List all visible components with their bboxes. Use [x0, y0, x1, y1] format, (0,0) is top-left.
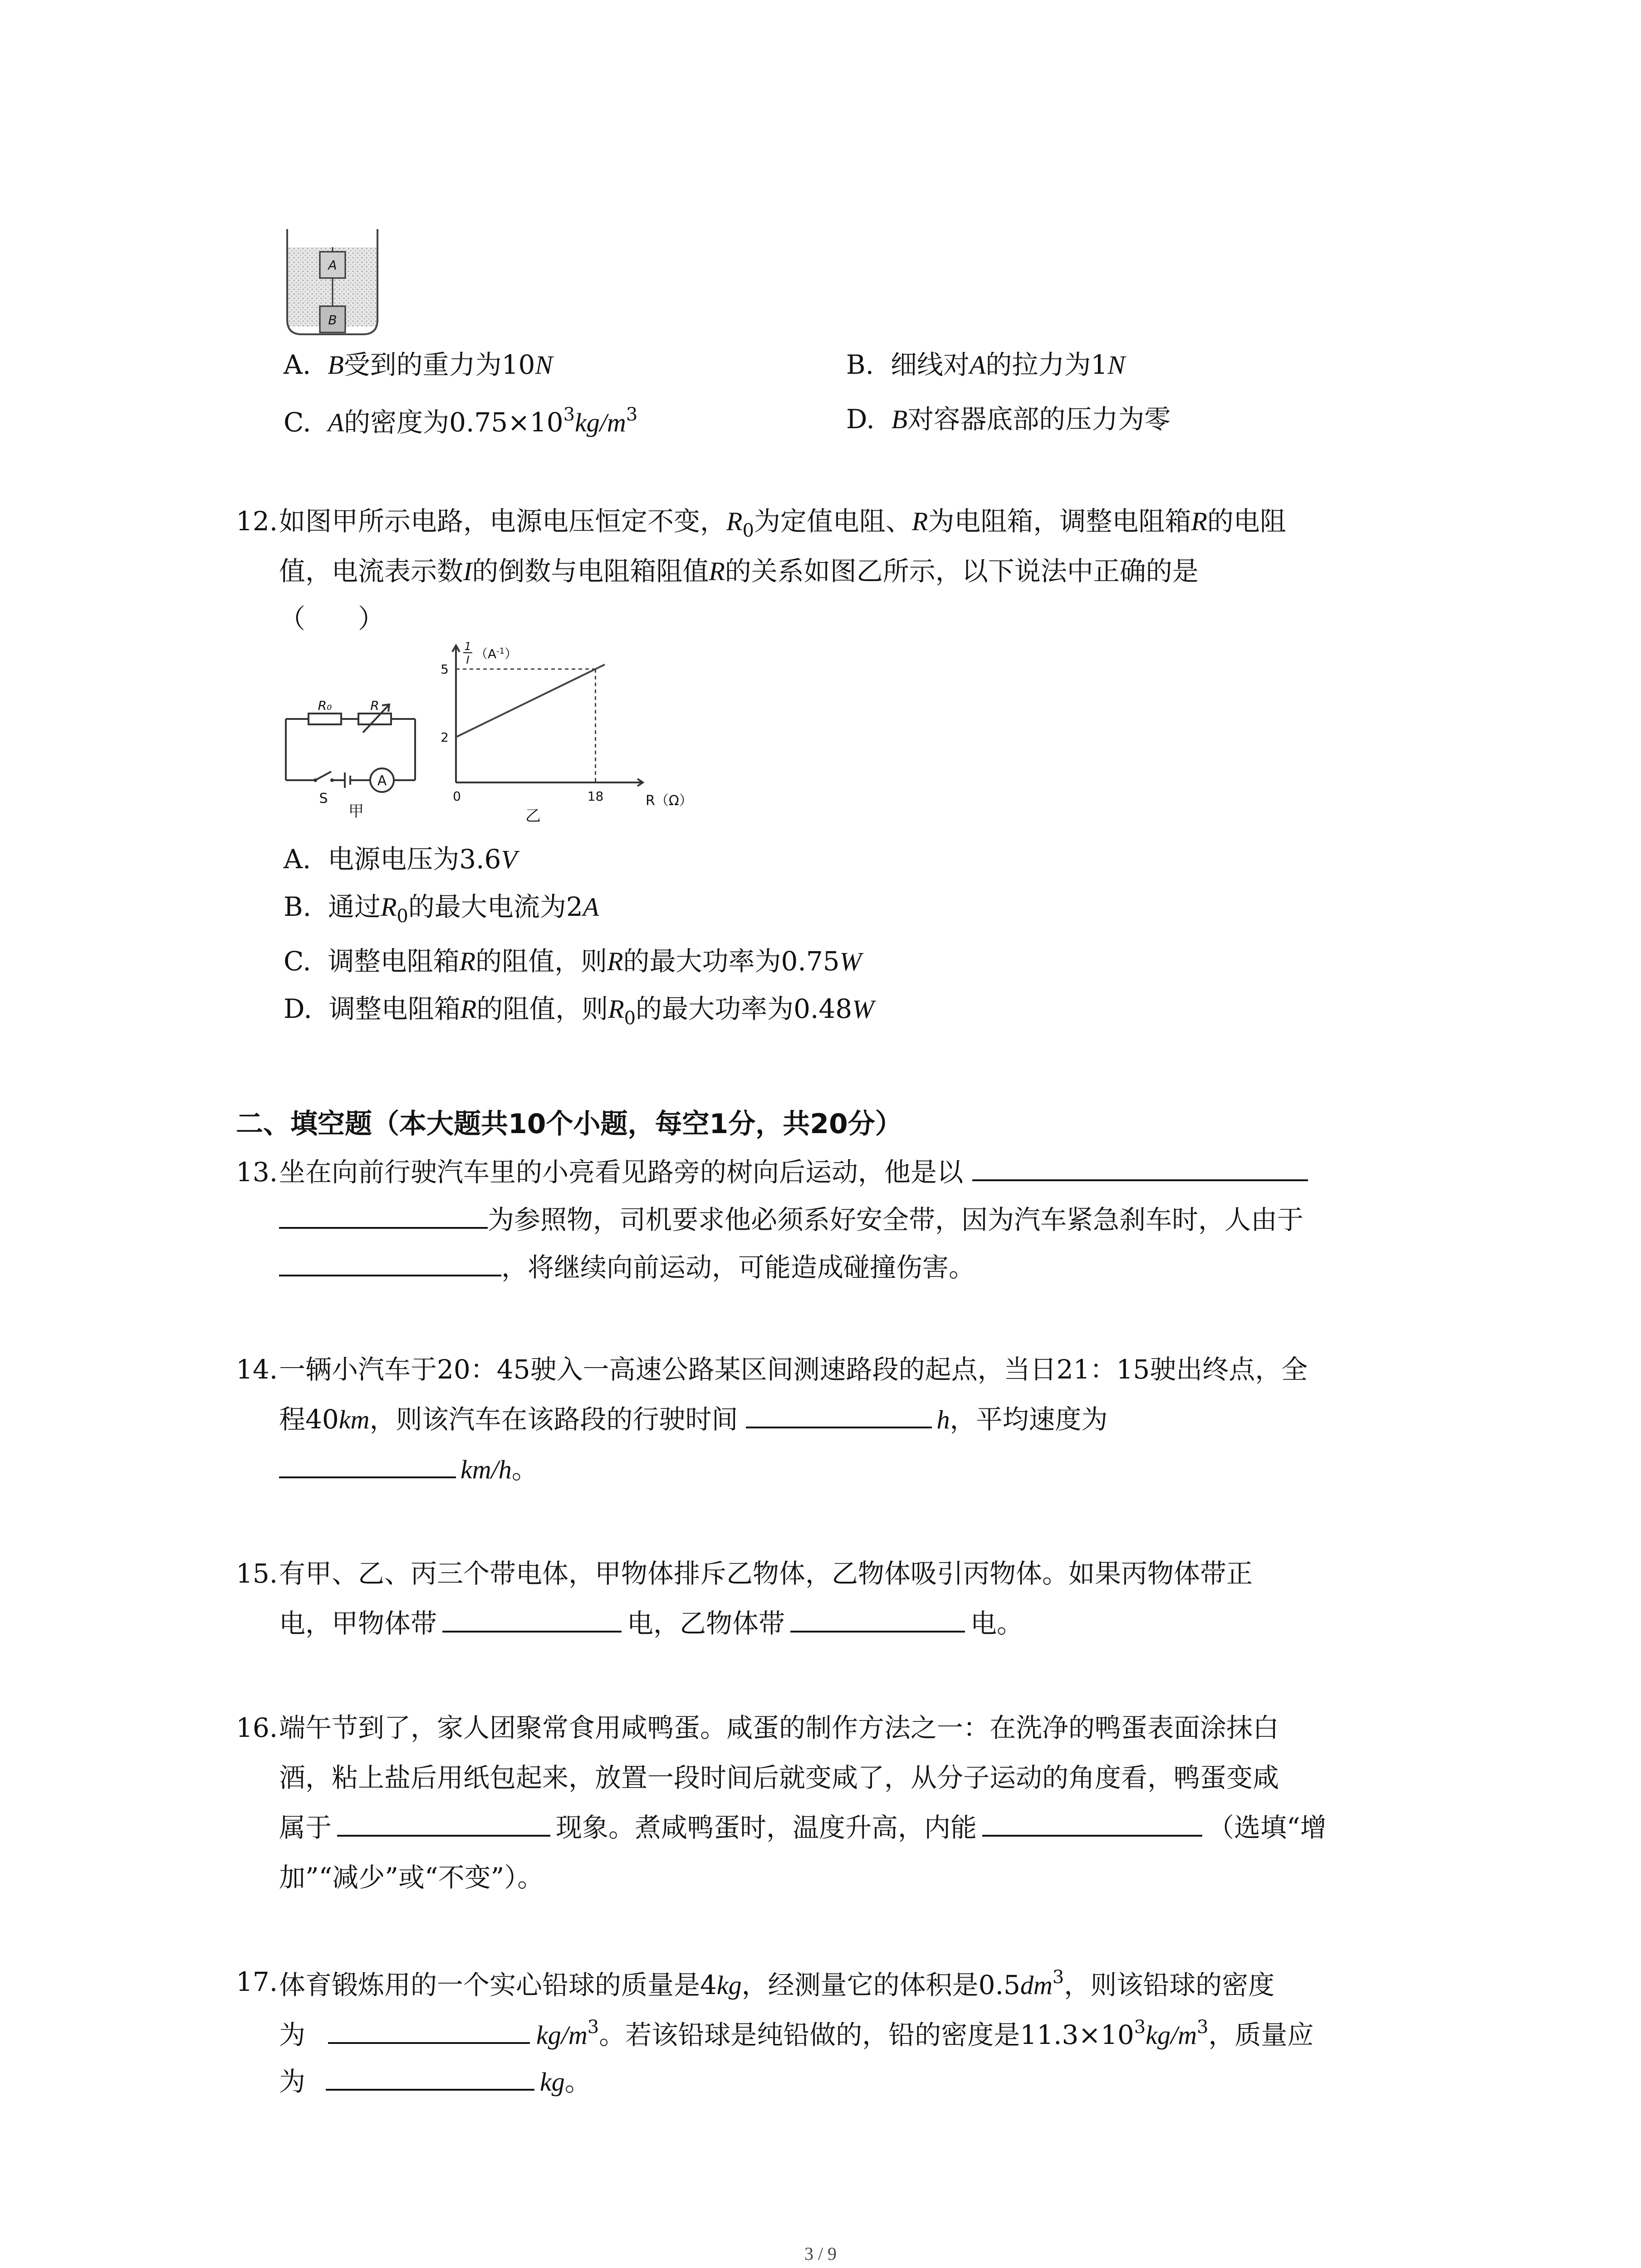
q16-line2: 酒，粘上盐后用纸包起来，放置一段时间后就变咸了，从分子运动的角度看，鸭蛋变咸	[279, 1762, 1279, 1793]
q16-line4: 加”“减少”或“不变”）。	[279, 1862, 544, 1893]
q12-option-b: B. 通过$R_0$的最大电流为2A	[284, 891, 599, 927]
x-tick-label-0: 0	[453, 789, 461, 804]
q13-line3: ，将继续向前运动，可能造成碰撞伤害。	[279, 1252, 975, 1284]
q12-circuit-diagram	[277, 683, 426, 819]
graph-ylabel-close: ）	[505, 646, 518, 661]
q16-line1: 端午节到了，家人团聚常食用咸鸭蛋。咸蛋的制作方法之一：在洗净的鸭蛋表面涂抹白	[279, 1712, 1279, 1743]
q11-option-b: B. 细线对A的拉力为1N	[846, 349, 1125, 380]
y-tick-label-2: 2	[441, 730, 449, 745]
q17-line3: 为 kg。	[279, 2066, 591, 2097]
q13-line2: 为参照物，司机要求他必须系好安全带，因为汽车紧急刹车时，人由于	[279, 1204, 1303, 1236]
page-number: 3 / 9	[804, 2244, 837, 2264]
q15-number: 15.	[236, 1558, 278, 1589]
q14-line3: km/h。	[279, 1454, 538, 1486]
block-b-label: B	[328, 313, 337, 327]
q12-graph	[429, 637, 693, 828]
q12-answer-paren: （ ）	[279, 603, 385, 634]
graph-axes	[452, 645, 643, 786]
q13-blank-2[interactable]	[279, 1252, 501, 1276]
q16-blank-1[interactable]	[337, 1812, 550, 1837]
block-a-label: A	[328, 258, 337, 273]
q12-line1: 如图甲所示电路，电源电压恒定不变，$R_0$为定值电阻、R为电阻箱，调整电阻箱R的电阻	[279, 506, 1286, 541]
q11-beaker-figure	[284, 229, 381, 338]
q17-blank-mass[interactable]	[326, 2066, 534, 2091]
q14-line2: 程40km，则该汽车在该路段的行驶时间 h，平均速度为	[279, 1404, 1108, 1435]
r-label: R	[370, 698, 379, 713]
x-tick-label-18: 18	[587, 789, 604, 804]
q14-number: 14.	[236, 1354, 278, 1385]
q17-line2: 为 $kg/m^3$。若该铅球是纯铅做的，铅的密度是$11.3\times 10^3kg/m^3$，质量应	[279, 2017, 1314, 2050]
circuit-caption: 甲	[348, 802, 364, 821]
q12-option-c: C. 调整电阻箱R的阻值，则R的最大功率为0.75W	[284, 946, 862, 977]
switch-label: S	[319, 791, 328, 807]
r0-label: R₀	[318, 698, 332, 713]
q11-option-a: A. B受到的重力为10N	[284, 349, 553, 380]
svg-text:（A-1）	[475, 646, 517, 661]
q14-line1: 一辆小汽车于20：45驶入一高速公路某区间测速路段的起点，当日21：15驶出终点，全	[279, 1354, 1308, 1385]
q15-blank-2[interactable]	[790, 1608, 965, 1633]
graph-xlabel: R（Ω）	[646, 793, 693, 809]
q16-number: 16.	[236, 1712, 278, 1743]
graph-ylabel-unit: （A	[475, 646, 497, 661]
q12-option-d: D. 调整电阻箱R的阻值，则$R_0$的最大功率为0.48W	[284, 993, 874, 1029]
q13-blank-1[interactable]	[972, 1157, 1308, 1181]
q16-blank-2[interactable]	[982, 1812, 1202, 1837]
q17-number: 17.	[236, 1966, 278, 1997]
graph-caption: 乙	[525, 807, 541, 825]
q11-option-c: C. A的密度为$0.75\times 10^3kg/m^3$	[284, 404, 638, 438]
q12-number: 12.	[236, 506, 278, 537]
q17-blank-density[interactable]	[328, 2019, 530, 2044]
q14-blank-time[interactable]	[746, 1404, 932, 1428]
graph-ylabel-num: 1	[464, 640, 471, 653]
section2-title: 二、填空题（本大题共10个小题，每空1分，共20分）	[236, 1108, 902, 1140]
q15-line2: 电，甲物体带 电，乙物体带 电。	[279, 1608, 1024, 1639]
r0-resistor	[309, 714, 341, 724]
q17-line1: 体育锻炼用的一个实心铅球的质量是4kg，经测量它的体积是$0.5dm^3$，则该铅球的密度	[279, 1967, 1275, 2000]
ammeter-label: A	[377, 773, 387, 789]
graph-series-line	[456, 665, 605, 737]
q15-blank-1[interactable]	[442, 1608, 622, 1633]
q15-line1: 有甲、乙、丙三个带电体，甲物体排斥乙物体，乙物体吸引丙物体。如果丙物体带正	[279, 1558, 1253, 1589]
q13-line1: 坐在向前行驶汽车里的小亮看见路旁的树向后运动，他是以	[279, 1157, 1308, 1188]
q13-number: 13.	[236, 1157, 278, 1188]
q12-line2: 值，电流表示数I的倒数与电阻箱阻值R的关系如图乙所示，以下说法中正确的是	[279, 556, 1199, 587]
graph-ylabel-sup: -1	[496, 646, 505, 656]
graph-ylabel-den: I	[466, 654, 470, 666]
q12-option-a: A. 电源电压为3.6V	[284, 844, 517, 875]
y-tick-label-5: 5	[441, 662, 449, 677]
q13-blank-1-cont[interactable]	[279, 1204, 488, 1229]
q16-line3: 属于 现象。煮咸鸭蛋时，温度升高，内能 （选填“增	[279, 1812, 1327, 1843]
q11-option-d: D. B对容器底部的压力为零	[846, 404, 1171, 435]
q14-blank-speed[interactable]	[279, 1454, 456, 1478]
